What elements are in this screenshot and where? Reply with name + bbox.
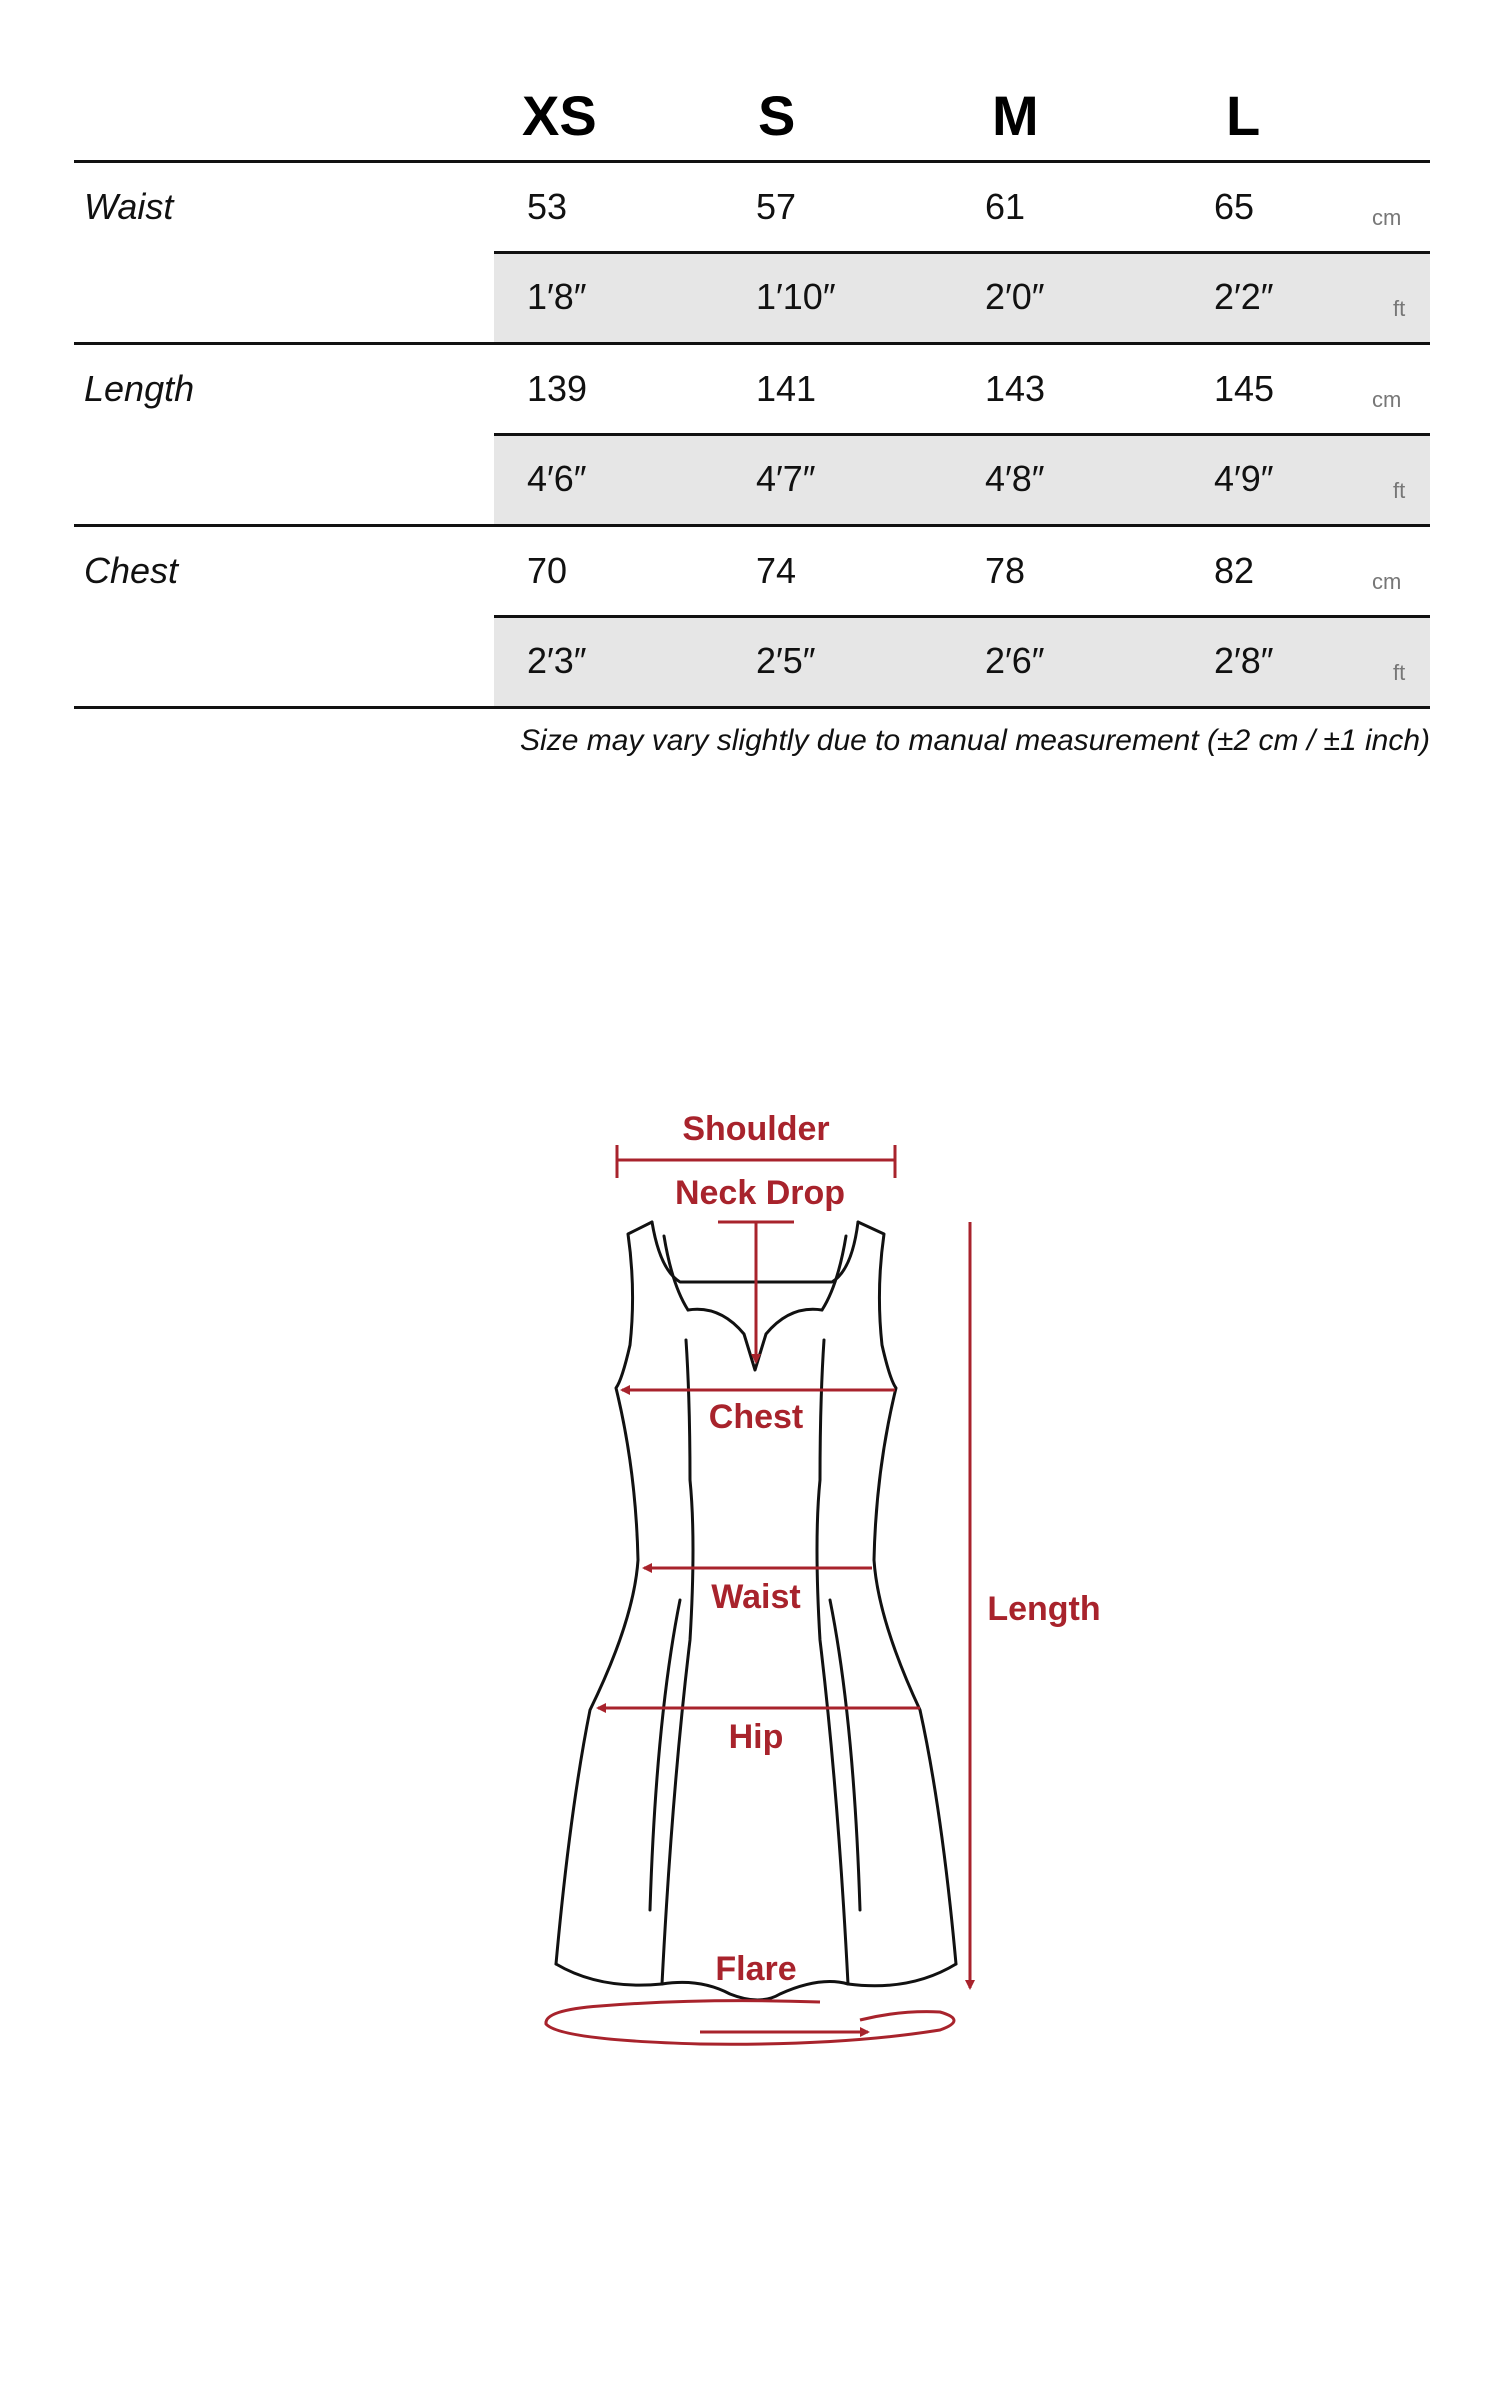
- waist-unit-ft: ft: [1393, 296, 1406, 321]
- label-chest: Chest: [708, 1398, 804, 1436]
- size-header-m: M: [992, 84, 1039, 147]
- chest-xs-cm: 70: [527, 550, 568, 591]
- waist-l-cm: 65: [1214, 186, 1255, 227]
- chest-l-cm: 82: [1214, 550, 1255, 591]
- waist-m-cm: 61: [985, 186, 1026, 227]
- length-m-ft: 4′8″: [985, 458, 1045, 499]
- label-length: Length: [987, 1590, 1101, 1628]
- waist-m-ft: 2′0″: [985, 276, 1045, 317]
- length-s-cm: 141: [756, 368, 817, 409]
- waist-xs-cm: 53: [527, 186, 568, 227]
- waist-s-cm: 57: [756, 186, 797, 227]
- chest-s-ft: 2′5″: [756, 640, 816, 681]
- length-unit-cm: cm: [1372, 387, 1402, 412]
- chest-m-ft: 2′6″: [985, 640, 1045, 681]
- waist-s-ft: 1′10″: [756, 276, 836, 317]
- label-hip: Hip: [728, 1718, 784, 1756]
- size-header-s: S: [758, 84, 796, 147]
- label-waist: Waist: [711, 1578, 801, 1616]
- length-unit-ft: ft: [1393, 478, 1406, 503]
- length-l-cm: 145: [1214, 368, 1275, 409]
- chest-l-ft: 2′8″: [1214, 640, 1274, 681]
- label-shoulder: Shoulder: [682, 1110, 830, 1148]
- chest-s-cm: 74: [756, 550, 797, 591]
- row-label-waist: Waist: [84, 186, 174, 227]
- chest-m-cm: 78: [985, 550, 1026, 591]
- chest-unit-ft: ft: [1393, 660, 1406, 685]
- measurement-note: Size may vary slightly due to manual measurement (±2 cm / ±1 inch): [520, 724, 1430, 757]
- label-flare: Flare: [715, 1950, 797, 1988]
- length-l-ft: 4′9″: [1214, 458, 1274, 499]
- row-label-chest: Chest: [84, 550, 179, 591]
- waist-xs-ft: 1′8″: [527, 276, 587, 317]
- size-header-xs: XS: [522, 84, 597, 147]
- length-xs-ft: 4′6″: [527, 458, 587, 499]
- length-s-ft: 4′7″: [756, 458, 816, 499]
- row-label-length: Length: [84, 368, 195, 409]
- length-m-cm: 143: [985, 368, 1046, 409]
- waist-l-ft: 2′2″: [1214, 276, 1274, 317]
- waist-unit-cm: cm: [1372, 205, 1402, 230]
- size-header-l: L: [1226, 84, 1261, 147]
- chest-xs-ft: 2′3″: [527, 640, 587, 681]
- label-neck-drop: Neck Drop: [674, 1174, 846, 1212]
- length-xs-cm: 139: [527, 368, 588, 409]
- chest-unit-cm: cm: [1372, 569, 1402, 594]
